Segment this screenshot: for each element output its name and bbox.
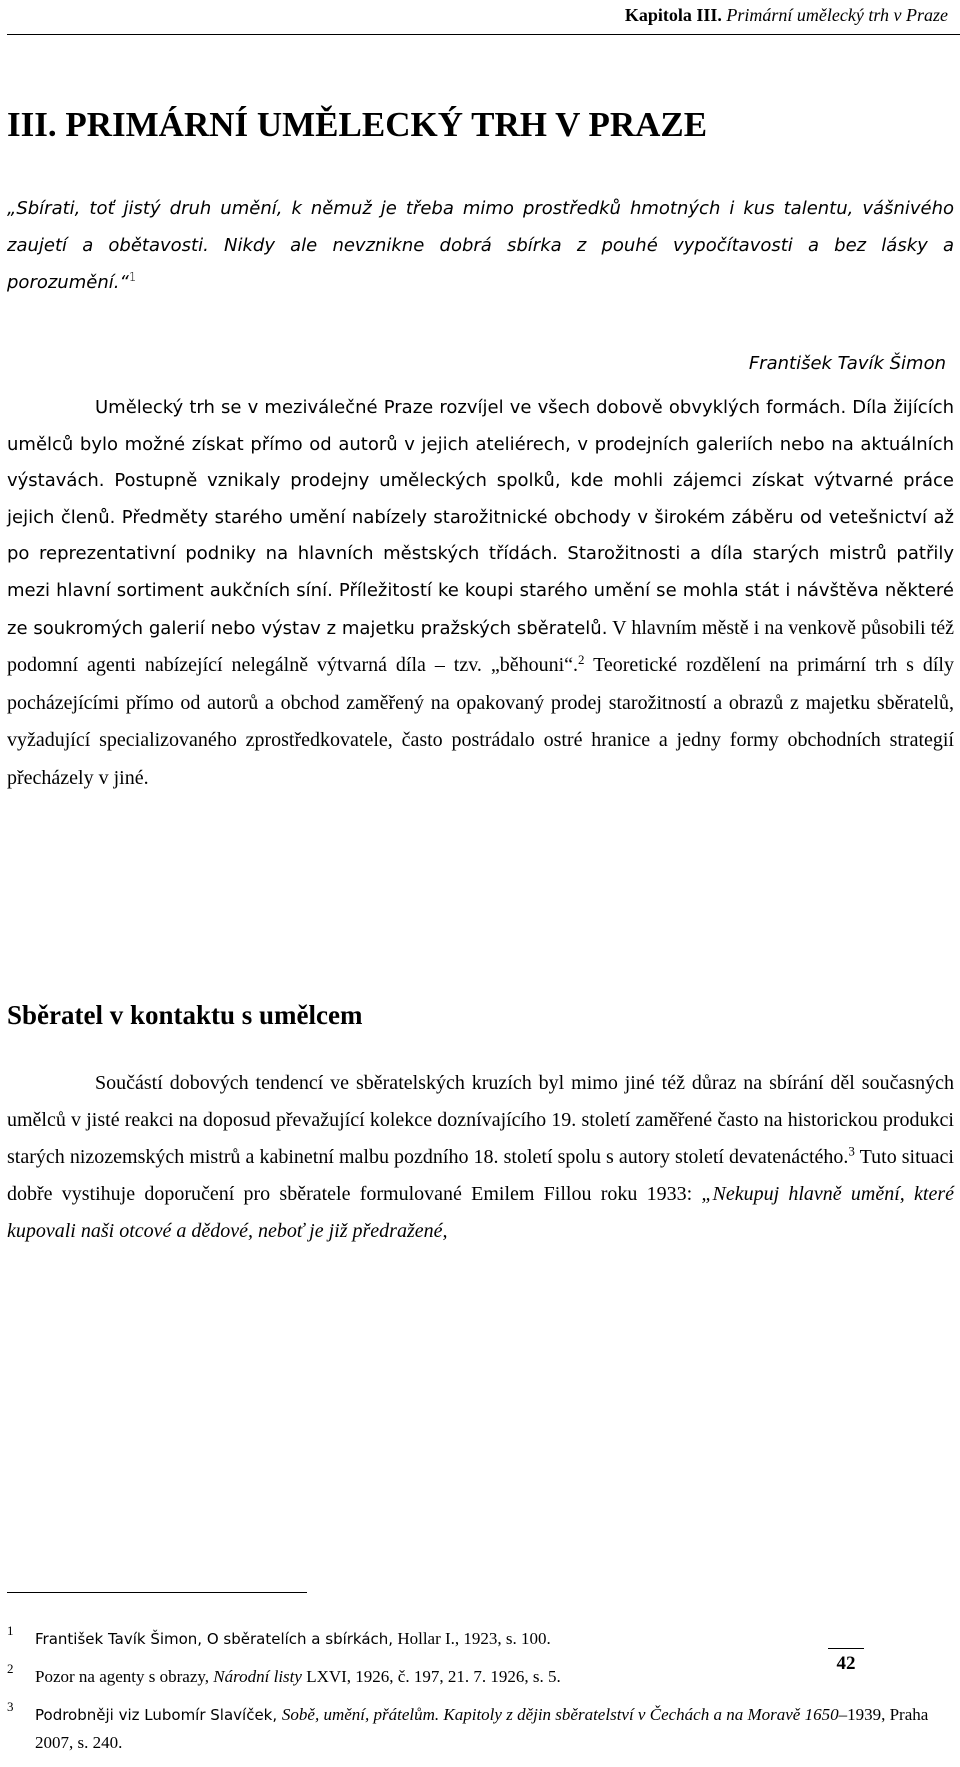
- footnote-3: [7, 1701, 954, 1757]
- footnote-number: 3: [7, 1699, 14, 1714]
- footnote-rule: [7, 1592, 307, 1593]
- paragraph-2-text-a: Součástí dobových tendencí ve sběratelských kruzích byl mimo jiné též důraz na sbírání děl současných umělců v jisté reakci na doposud převažující kolekce doznívajícího 19. století zaměřené často na historickou produkci starých nizozemských mistrů a kabinetní malbu pozdního 18. století spolu s autory století devatenáctého.: [7, 1072, 954, 1168]
- footnote-text-italic: Národní listy: [213, 1667, 302, 1686]
- footnote-2: [7, 1663, 954, 1691]
- footnote-text: Hollar I., 1923, s. 100.: [393, 1629, 551, 1648]
- footnotes: [7, 1625, 954, 1767]
- page-number: 42: [828, 1648, 864, 1675]
- footnote-ref-2[interactable]: 2: [578, 652, 585, 668]
- epigraph-author: František Tavík Šimon: [748, 353, 946, 374]
- header-chapter-subtitle: Primární umělecký trh v Praze: [726, 5, 948, 25]
- footnote-text-italic: Sobě, umění, přátelům. Kapitoly z dějin sběratelství v Čechách a na Moravě 1650: [281, 1705, 839, 1724]
- epigraph-text: „Sbírati, toť jistý druh umění, k němuž je třeba mimo prostředků hmotných i kus talentu, vášnivého zaujetí a obětavosti. Nikdy ale nevznikne dobrá sbírka z pouhé vypočítavosti a bez lásky a porozumění.“: [7, 198, 954, 293]
- paragraph-1: [7, 390, 954, 798]
- paragraph-1-text-b: V hlavním městě i na venkově působili též podomní agenti nabízející nelegálně výtvarná díla – tzv. „běhouni“.: [7, 616, 954, 677]
- paragraph-2-text-b: Tuto situaci dobře vystihuje doporučení pro sběratele formulované Emilem Fillou roku 1933:: [7, 1146, 954, 1205]
- paragraph-2: [7, 1065, 954, 1250]
- section-title: Sběratel v kontaktu s umělcem: [7, 1000, 363, 1030]
- epigraph-footnote-ref[interactable]: 1: [128, 270, 137, 284]
- paragraph-1-text-c: Teoretické rozdělení na primární trh s díly pocházejícími přímo od autorů a obchod zaměřený na opakovaný prodej starožitností a obrazů z majetku sběratelů, vyžadující specializovaného zprostředkovatele, často postrádalo ostré hranice a jedny formy obchodních strategií přecházely v jiné.: [7, 654, 954, 789]
- chapter-title: III. PRIMÁRNÍ UMĚLECKÝ TRH V PRAZE: [7, 105, 708, 144]
- footnote-ref-3[interactable]: 3: [848, 1143, 855, 1159]
- footnote-1: [7, 1625, 954, 1653]
- footnote-text: –1939, Praha 2007, s. 240.: [35, 1705, 929, 1752]
- running-header: [625, 5, 948, 26]
- footnote-text: Podrobněji viz Lubomír Slavíček,: [35, 1706, 282, 1724]
- footnote-text: LXVI, 1926, č. 197, 21. 7. 1926, s. 5.: [301, 1667, 561, 1686]
- footnote-text: Pozor na agenty s obrazy,: [35, 1667, 214, 1686]
- footnote-text: František Tavík Šimon, O sběratelích a sbírkách,: [35, 1630, 394, 1648]
- filla-quote: „Nekupuj hlavně umění, které kupovali naši otcové a dědové, neboť je již předražené,: [7, 1183, 954, 1242]
- paragraph-1-text-a: Umělecký trh se v meziválečné Praze rozvíjel ve všech dobově obvyklých formách. Díla žijících umělců bylo možné získat přímo od autorů v jejich ateliérech, v prodejních galeriích nebo na aktuálních výstavách. Postupně vznikaly prodejny uměleckých spolků, kde mohli zájemci získat výtvarné práce jejich členů. Předměty starého umění nabízely starožitnické obchody v širokém záběru od vetešnictví až po reprezentativní podniky na hlavních městských třídách. Starožitnosti a díla starých mistrů patřily mezi hlavní sortiment aukčních síní. Příležitostí ke koupi starého umění se mohla stát i návštěva některé ze soukromých galerií nebo výstav z majetku pražských sběratelů.: [7, 397, 954, 639]
- header-chapter-label: Kapitola III.: [624, 5, 722, 25]
- footnote-number: 1: [7, 1623, 14, 1638]
- footnote-number: 2: [7, 1661, 14, 1676]
- epigraph: [7, 190, 954, 301]
- header-rule: [7, 34, 960, 35]
